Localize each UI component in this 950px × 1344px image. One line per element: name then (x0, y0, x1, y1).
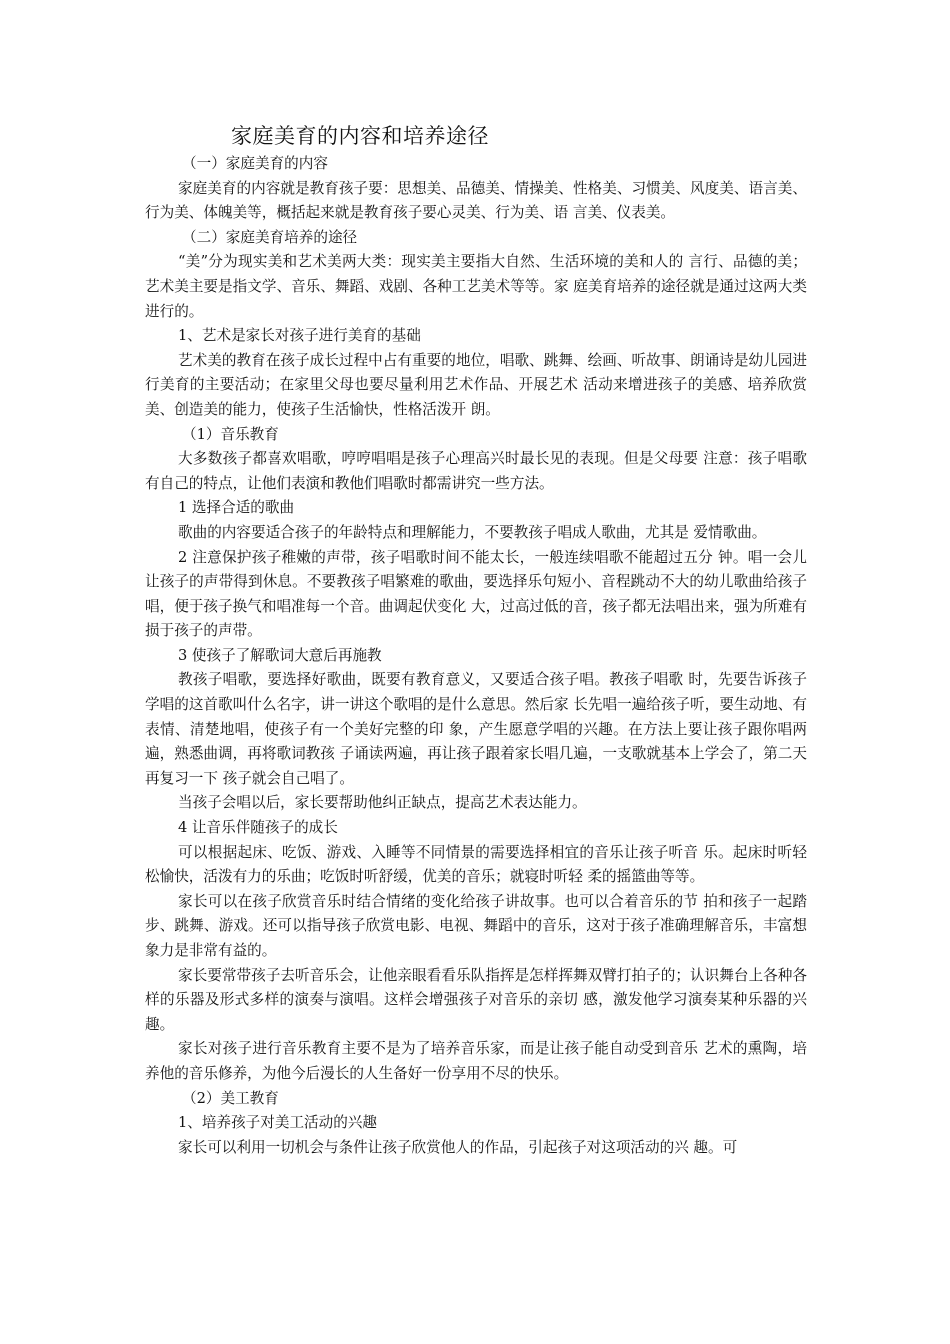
paragraph-list (145, 152, 807, 1160)
document-title: 家庭美育的内容和培养途径 (231, 124, 489, 148)
section-heading: （一）家庭美育的内容 (182, 155, 328, 172)
paragraph: 可以根据起床、吃饭、游戏、入睡等不同情景的需要选择相宜的音乐让孩子听音 乐。起床时听轻松愉快，活泼有力的乐曲；吃饭时听舒缓，优美的音乐；就寝时听轻 柔的摇篮曲等等。 (145, 843, 807, 886)
document-body (145, 120, 807, 1160)
paragraph: 当孩子会唱以后，家长要帮助他纠正缺点，提高艺术表达能力。 (178, 794, 587, 812)
paragraph: 1、艺术是家长对孩子进行美育的基础 (178, 327, 421, 345)
paragraph: 2 注意保护孩子稚嫩的声带，孩子唱歌时间不能太长，一般连续唱歌不能超过五分 钟。唱一会儿让孩子的声带得到休息。不要教孩子唱繁难的歌曲，要选择乐句短小、音程跳动不大的幼儿歌曲给孩子唱，便于孩子换气和唱准每一个音。曲调起伏变化 大，过高过低的音，孩子都无法唱出来，强为所难有损于孩子的声带。 (145, 548, 807, 640)
paragraph: 家长对孩子进行音乐教育主要不是为了培养音乐家，而是让孩子能自动受到音乐 艺术的熏陶，培养他的音乐修养，为他今后漫长的人生备好一份享用不尽的快乐。 (145, 1040, 807, 1082)
paragraph: 家长可以在孩子欣赏音乐时结合情绪的变化给孩子讲故事。也可以合着音乐的节 拍和孩子一起踏步、跳舞、游戏。还可以指导孩子欣赏电影、电视、舞蹈中的音乐，这对于孩子准确理解音乐，丰富想象力是非常有益的。 (145, 892, 807, 959)
section-heading: （1）音乐教育 (182, 425, 279, 443)
paragraph: “美”分为现实美和艺术美两大类：现实美主要指大自然、生活环境的美和人的 言行、品德的美；艺术美主要是指文学、音乐、舞蹈、戏剧、各种工艺美术等等。家 庭美育培养的途径就是通过这两大类进行的。 (145, 253, 807, 320)
section-heading: （2）美工教育 (182, 1089, 279, 1107)
paragraph: 歌曲的内容要适合孩子的年龄特点和理解能力，不要教孩子唱成人歌曲，尤其是 爱情歌曲。 (178, 523, 767, 541)
paragraph: 1、培养孩子对美工活动的兴趣 (178, 1114, 378, 1132)
section-heading: （二）家庭美育培养的途径 (182, 228, 358, 246)
paragraph: 家长要常带孩子去听音乐会，让他亲眼看看乐队指挥是怎样挥舞双臂打拍子的；认识舞台上各种各样的乐器及形式多样的演奏与演唱。这样会增强孩子对音乐的亲切 感，激发他学习演奏某种乐器的兴趣。 (145, 966, 807, 1033)
paragraph: 家庭美育的内容就是教育孩子要：思想美、品德美、情操美、性格美、习惯美、风度美、语言美、行为美、体魄美等，概括起来就是教育孩子要心灵美、行为美、语 言美、仪表美。 (145, 179, 807, 222)
paragraph: 家长可以利用一切机会与条件让孩子欣赏他人的作品，引起孩子对这项活动的兴 趣。可 (178, 1138, 738, 1156)
paragraph: 艺术美的教育在孩子成长过程中占有重要的地位，唱歌、跳舞、绘画、听故事、朗诵诗是幼儿园进行美育的主要活动；在家里父母也要尽量利用艺术作品、开展艺术 活动来增进孩子的美感、培养欣赏美、创造美的能力，使孩子生活愉快，性格活泼开 朗。 (145, 351, 807, 418)
paragraph: 大多数孩子都喜欢唱歌，哼哼唱唱是孩子心理高兴时最长见的表现。但是父母要 注意：孩子唱歌有自己的特点，让他们表演和教他们唱歌时都需讲究一些方法。 (145, 450, 807, 492)
paragraph: 教孩子唱歌，要选择好歌曲，既要有教育意义，又要适合孩子唱。教孩子唱歌 时，先要告诉孩子学唱的这首歌叫什么名字，讲一讲这个歌唱的是什么意思。然后家 长先唱一遍给孩子听，要生动地、有表情、清楚地唱，使孩子有一个美好完整的印 象，产生愿意学唱的兴趣。在方法上要让孩子跟你唱两遍，熟悉曲调，再将歌词教孩 子诵读两遍，再让孩子跟着家长唱几遍，一支歌就基本上学会了，第二天再复习一下 孩子就会自己唱了。 (145, 671, 807, 787)
paragraph: 3 使孩子了解歌词大意后再施教 (178, 646, 382, 664)
paragraph: 4 让音乐伴随孩子的成长 (178, 819, 338, 837)
paragraph: 1 选择合适的歌曲 (178, 499, 295, 517)
